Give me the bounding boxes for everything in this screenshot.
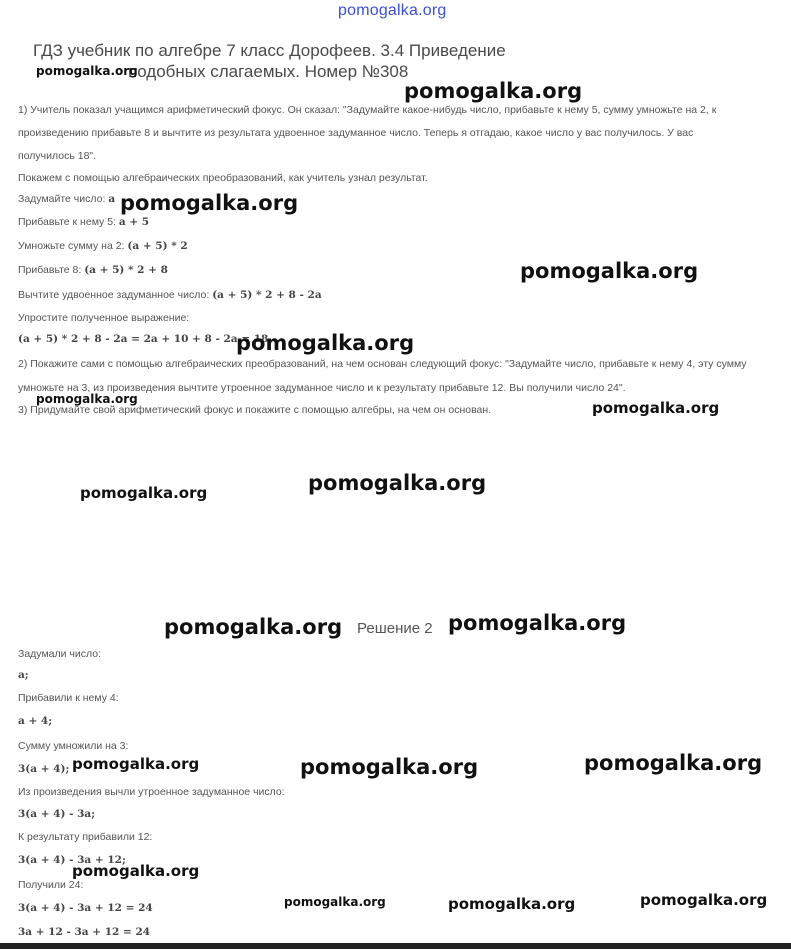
watermark: pomogalka.org [640, 891, 768, 909]
watermark: pomogalka.org [404, 79, 583, 103]
watermark: pomogalka.org [120, 191, 299, 215]
page-title: ГДЗ учебник по алгебре 7 класс Дорофеев. 3.4 Приведение [33, 41, 506, 60]
watermark: pomogalka.org [164, 615, 343, 639]
step-math: a + 5 [118, 216, 150, 228]
step-label: Умножьте сумму на 2: [18, 240, 128, 252]
step-math: (a + 5) * 2 + 8 [84, 264, 168, 276]
solution-title: Решение 2 [357, 620, 433, 637]
step-math: a [108, 193, 116, 205]
step-simplify-math: (a + 5) * 2 + 8 - 2a = 2a + 10 + 8 - 2a = 18 [18, 333, 269, 345]
solution-math-2: a + 4; [18, 715, 53, 727]
step-math: (a + 5) * 2 [127, 240, 188, 252]
problem-line-2: произведению прибавьте 8 и вычтите из результата удвоенное задуманное число. Теперь я отгадаю, какое число у вас получилось. У вас [18, 127, 694, 139]
solution-math-7: 3a + 12 - 3a + 12 = 24 [18, 926, 151, 938]
solution-label-2: Прибавили к нему 4: [18, 692, 119, 704]
watermark: pomogalka.org [592, 399, 720, 417]
solution-math-6: 3(a + 4) - 3a + 12 = 24 [18, 902, 153, 914]
step-label: Вычтите удвоенное задуманное число: [18, 289, 213, 301]
watermark: pomogalka.org [36, 392, 138, 406]
solution-math-1: a; [18, 669, 29, 681]
solution-label-1: Задумали число: [18, 648, 101, 660]
question-2-line-2: умножьте на 3, из произведения вычтите утроенное задуманное число и к результату прибавьте 12. Вы получили число 24". [18, 382, 626, 394]
watermark: pomogalka.org [72, 862, 200, 880]
watermark: pomogalka.org [584, 751, 763, 775]
bottom-bar [0, 943, 791, 949]
solution-math-3: 3(a + 4); [18, 763, 70, 775]
watermark: pomogalka.org [300, 755, 479, 779]
solution-label-3: Сумму умножили на 3: [18, 740, 129, 752]
solution-label-4: Из произведения вычли утроенное задуманное число: [18, 786, 285, 798]
solution-math-5: 3(a + 4) - 3a + 12; [18, 854, 126, 866]
step-think [18, 193, 115, 205]
watermark: pomogalka.org [448, 611, 627, 635]
site-logo[interactable]: pomogalka.org [338, 2, 447, 19]
step-label: Прибавьте к нему 5: [18, 216, 119, 228]
page-title-line2: подобных слагаемых. Номер №308 [128, 62, 409, 81]
watermark: pomogalka.org [308, 471, 487, 495]
problem-line-1: 1) Учитель показал учащимся арифметический фокус. Он сказал: "Задумайте какое-нибудь число, прибавьте к нему 5, сумму умножьте на 2, к [18, 104, 717, 116]
watermark: pomogalka.org [72, 755, 200, 773]
step-multiply [18, 240, 188, 252]
solution-label-6: Получили 24: [18, 879, 84, 891]
step-simplify: Упростите полученное выражение: [18, 312, 190, 324]
watermark: pomogalka.org [284, 895, 386, 909]
watermark: pomogalka.org [236, 331, 415, 355]
solution-label-5: К результату прибавили 12: [18, 831, 153, 843]
question-3: 3) Придумайте свой арифметический фокус и покажите с помощью алгебры, на чем он основан. [18, 404, 492, 416]
step-add [18, 216, 149, 228]
step-add-8 [18, 264, 168, 276]
solution-math-4: 3(a + 4) - 3a; [18, 808, 96, 820]
question-2-line-1: 2) Покажите сами с помощью алгебраических преобразований, на чем основан следующий фокус: "Задумайте число, прибавьте к нему 4, эту сумму [18, 358, 747, 370]
watermark: pomogalka.org [36, 64, 138, 78]
step-subtract [18, 289, 322, 301]
problem-line-4: Покажем с помощью алгебраических преобразований, как учитель узнал результат. [18, 172, 428, 184]
watermark: pomogalka.org [520, 259, 699, 283]
watermark: pomogalka.org [448, 895, 576, 913]
step-math: (a + 5) * 2 + 8 - 2a [212, 289, 322, 301]
watermark: pomogalka.org [80, 484, 208, 502]
step-label: Прибавьте 8: [18, 264, 85, 276]
problem-line-3: получилось 18". [18, 150, 97, 162]
step-label: Задумайте число: [18, 193, 109, 205]
